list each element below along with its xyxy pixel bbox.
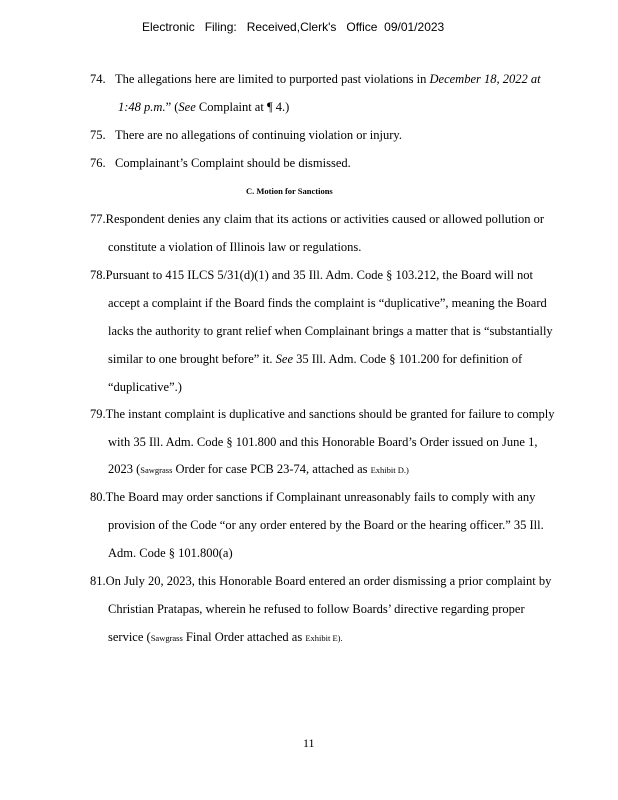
paragraph-80-line-3: Adm. Code § 101.800(a) (108, 546, 233, 560)
paragraph-number: 74. (90, 72, 106, 86)
paragraph-81-line-2: Christian Pratapas, wherein he refused to follow Boards’ directive regarding proper (108, 602, 525, 616)
paragraph-text: similar to one brought before” it. (108, 352, 276, 366)
paragraph-number: 77. (90, 212, 106, 226)
exhibit-label: Exhibit D.) (370, 465, 409, 475)
paragraph-text: There are no allegations of continuing violation or injury. (115, 128, 402, 142)
paragraph-number: 75. (90, 128, 106, 142)
paragraph-74-line-1 (90, 72, 541, 87)
paragraph-79-line-3 (108, 462, 409, 477)
paragraph-text: Complaint at ¶ 4.) (195, 100, 290, 114)
paragraph-number: 78. (90, 268, 106, 282)
paragraph-78-line-2: accept a complaint if the Board finds the complaint is “duplicative”, meaning the Board (108, 296, 547, 310)
paragraph-74-line-2 (118, 100, 289, 115)
paragraph-81-line-1 (90, 574, 551, 589)
paragraph-text: Complainant’s Complaint should be dismissed. (115, 156, 351, 170)
paragraph-text: The instant complaint is duplicative and sanctions should be granted for failure to comply (105, 407, 555, 421)
paragraph-78-line-5: “duplicative”.) (108, 380, 182, 394)
paragraph-text: ” ( (165, 100, 179, 114)
case-name: Sawgrass (140, 465, 173, 475)
paragraph-75 (90, 128, 402, 143)
paragraph-text: Respondent denies any claim that its actions or activities caused or allowed pollution or (105, 212, 545, 226)
paragraph-number: 81. (90, 574, 106, 588)
paragraph-80-line-2: provision of the Code “or any order entered by the Board or the hearing officer.” 35 Ill. (108, 518, 544, 532)
paragraph-text: Final Order attached as (182, 630, 306, 644)
paragraph-81-line-3 (108, 630, 343, 645)
paragraph-80-line-1 (90, 490, 535, 505)
paragraph-text: On July 20, 2023, this Honorable Board entered an order dismissing a prior complaint by (105, 574, 552, 588)
paragraph-text-italic: See (178, 100, 196, 114)
page-number: 11 (303, 736, 315, 750)
paragraph-78-line-4 (108, 352, 522, 367)
section-heading: C. Motion for Sanctions (246, 186, 333, 196)
paragraph-79-line-2: with 35 Ill. Adm. Code § 101.800 and this Honorable Board’s Order issued on June 1, (108, 435, 538, 449)
paragraph-text: Pursuant to 415 ILCS 5/31(d)(1) and 35 Ill. Adm. Code § 103.212, the Board will not (105, 268, 534, 282)
paragraph-text: service ( (108, 630, 151, 644)
paragraph-text: 35 Ill. Adm. Code § 101.200 for definition of (293, 352, 523, 366)
paragraph-78-line-1 (90, 268, 533, 283)
paragraph-number: 79. (90, 407, 106, 421)
paragraph-text-italic: December 18, 2022 at (429, 72, 541, 86)
exhibit-label: Exhibit E). (305, 633, 343, 643)
paragraph-text: The Board may order sanctions if Complainant unreasonably fails to comply with any (105, 490, 536, 504)
paragraph-text-italic: 1:48 p.m. (118, 100, 166, 114)
paragraph-text: 2023 ( (108, 462, 141, 476)
paragraph-77-line-1 (90, 212, 544, 227)
paragraph-76 (90, 156, 351, 171)
paragraph-number: 76. (90, 156, 106, 170)
paragraph-text-italic: See (275, 352, 294, 366)
paragraph-text: Order for case PCB 23-74, attached as (172, 462, 371, 476)
paragraph-78-line-3: lacks the authority to grant relief when Complainant brings a matter that is “substantially (108, 324, 553, 338)
paragraph-77-line-2: constitute a violation of Illinois law or regulations. (108, 240, 362, 254)
paragraph-79-line-1 (90, 407, 554, 422)
filing-header: Electronic Filing: Received,Clerk's Office 09/01/2023 (142, 20, 445, 34)
paragraph-text: The allegations here are limited to purported past violations in (115, 72, 430, 86)
paragraph-number: 80. (90, 490, 106, 504)
case-name: Sawgrass (150, 633, 183, 643)
